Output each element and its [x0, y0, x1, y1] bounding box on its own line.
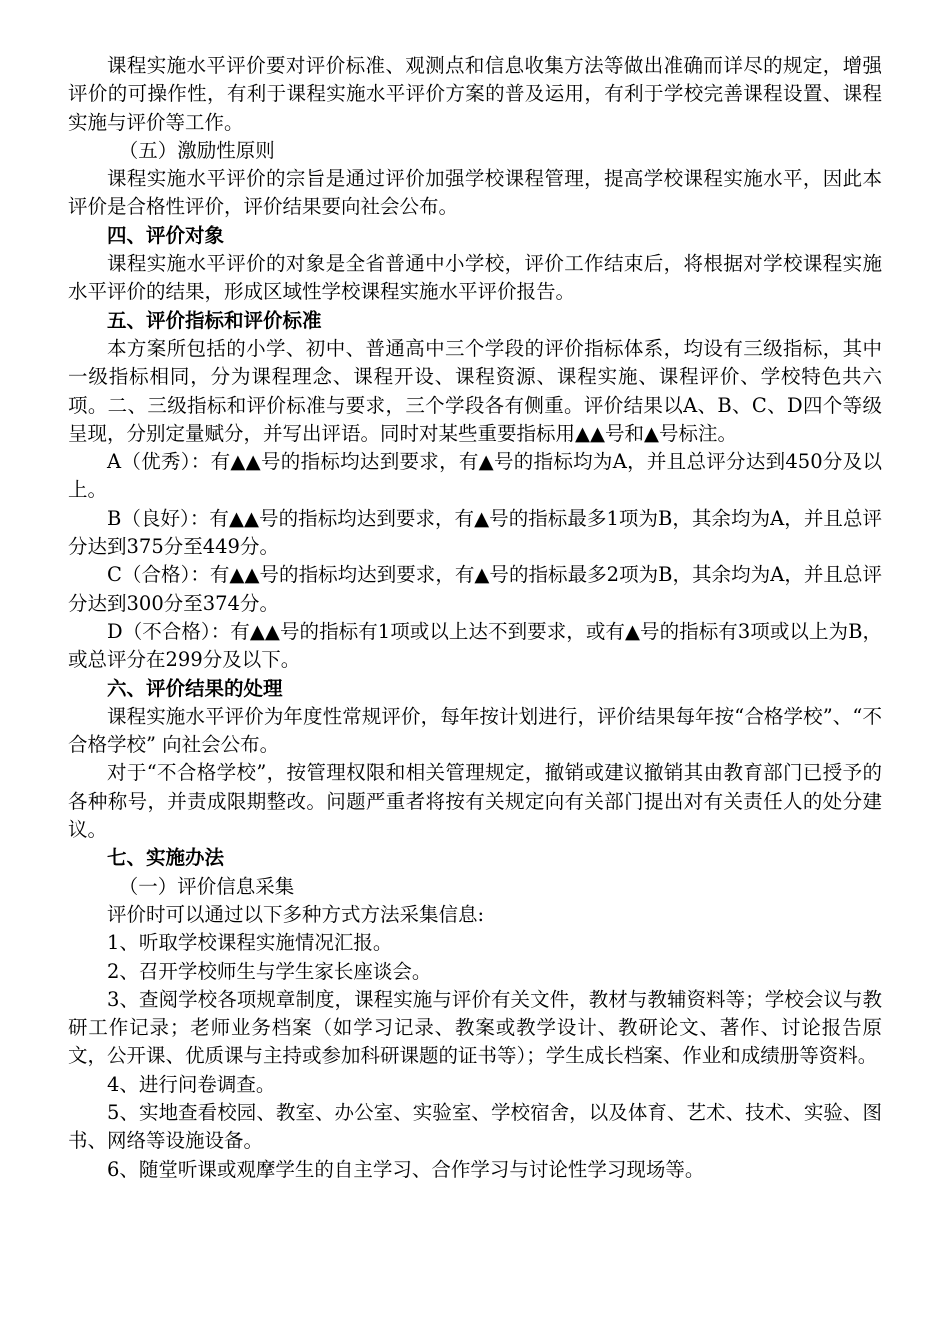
subsection-title: （一）评价信息采集: [118, 874, 295, 898]
paragraph: 本方案所包括的小学、初中、普通高中三个学段的评价指标体系，均设有三级指标，其中一级指标相同，分为课程理念、课程开设、课程资源、课程实施、课程评价、学校特色共六项。二、三级指标和评价标准与要求，三个学段各有侧重。评价结果以A、B、C、D四个等级呈现，分别定量赋分，并写出评语。同时对某些重要指标用▲▲号和▲号标注。: [68, 336, 882, 445]
document-page: [68, 52, 882, 1184]
list-item: 2、召开学校师生与学生家长座谈会。: [107, 959, 432, 983]
section-heading: 七、实施办法: [107, 846, 225, 870]
subsection-title: （五）激励性原则: [118, 138, 275, 162]
section-heading: 六、评价结果的处理: [107, 676, 283, 700]
paragraph: 课程实施水平评价要对评价标准、观测点和信息收集方法等做出准确而详尽的规定，增强评价的可操作性，有利于课程实施水平评价方案的普及运用，有利于学校完善课程设置、课程实施与评价等工作。: [68, 54, 882, 134]
grade-c-criteria: C（合格）：有▲▲号的指标均达到要求，有▲号的指标最多2项为B，其余均为A，并且总评分达到300分至374分。: [68, 563, 882, 615]
paragraph: 课程实施水平评价为年度性常规评价，每年按计划进行，评价结果每年按“合格学校”、“不合格学校” 向社会公布。: [68, 704, 882, 757]
grade-d-criteria: D（不合格）：有▲▲号的指标有1项或以上达不到要求，或有▲号的指标有3项或以上为B，或总评分在299分及以下。: [68, 619, 882, 672]
grade-b-criteria: B（良好）：有▲▲号的指标均达到要求，有▲号的指标最多1项为B，其余均为A，并且总评分达到375分至449分。: [68, 506, 882, 559]
section-heading: 五、评价指标和评价标准: [107, 308, 322, 332]
list-item: 6、随堂听课或观摩学生的自主学习、合作学习与讨论性学习现场等。: [107, 1157, 705, 1181]
section-heading: 四、评价对象: [107, 223, 225, 247]
grade-a-criteria: A（优秀）：有▲▲号的指标均达到要求，有▲号的指标均为A，并且总评分达到450分及以上。: [68, 450, 882, 502]
paragraph: 课程实施水平评价的宗旨是通过评价加强学校课程管理，提高学校课程实施水平，因此本评价是合格性评价，评价结果要向社会公布。: [68, 167, 882, 219]
list-item: 4、进行问卷调查。: [107, 1072, 276, 1096]
paragraph: 评价时可以通过以下多种方式方法采集信息:: [107, 902, 485, 926]
paragraph: 课程实施水平评价的对象是全省普通中小学校，评价工作结束后，将根据对学校课程实施水平评价的结果，形成区域性学校课程实施水平评价报告。: [68, 252, 882, 304]
list-item: 3、查阅学校各项规章制度，课程实施与评价有关文件，教材与教辅资料等；学校会议与教研工作记录；老师业务档案（如学习记录、教案或教学设计、教研论文、著作、讨论报告原文，公开课、优质课与主持或参加科研课题的证书等）；学生成长档案、作业和成绩册等资料。: [68, 987, 882, 1068]
list-item: 5、实地查看校园、教室、办公室、实验室、学校宿舍，以及体育、艺术、技术、实验、图书、网络等设施设备。: [68, 1100, 882, 1153]
list-item: 1、听取学校课程实施情况汇报。: [107, 931, 393, 955]
paragraph: 对于“不合格学校”，按管理权限和相关管理规定，撤销或建议撤销其由教育部门已授予的各种称号，并责成限期整改。问题严重者将按有关规定向有关部门提出对有关责任人的处分建议。: [68, 761, 882, 842]
